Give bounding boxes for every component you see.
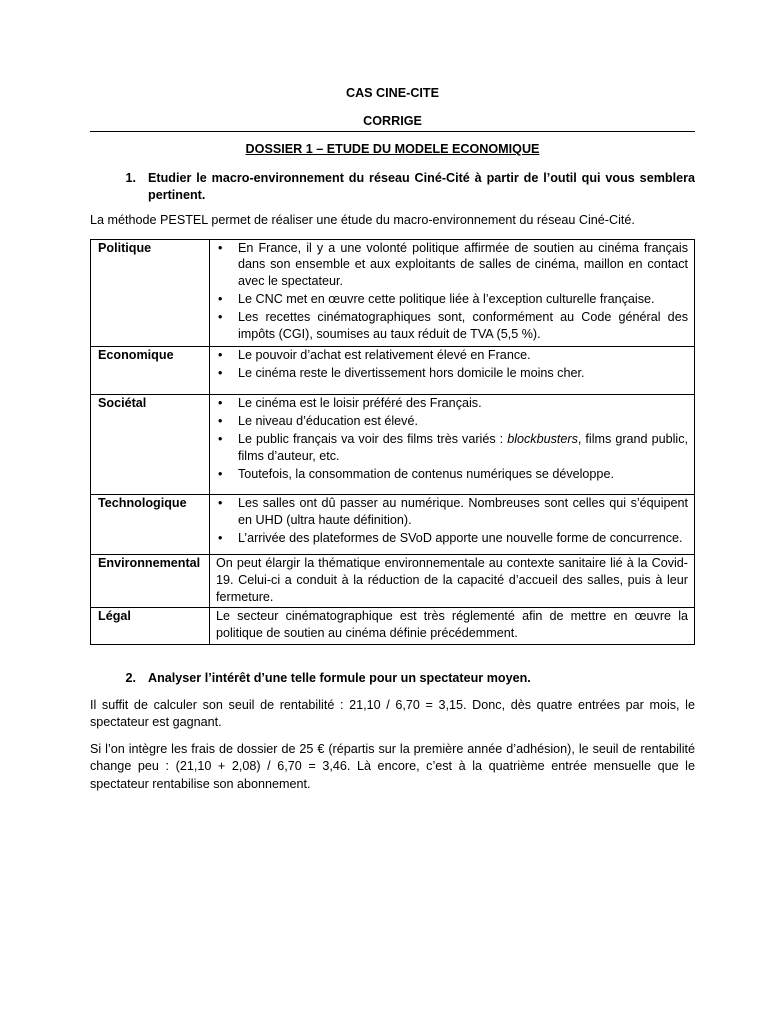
pestel-table <box>90 239 695 645</box>
pestel-row-environnemental <box>91 555 695 608</box>
bullet-icon: • <box>218 432 223 447</box>
pestel-row-politique <box>91 239 695 347</box>
row-label-technologique: Technologique <box>91 495 210 555</box>
row-label-legal: Légal <box>91 608 210 644</box>
document-page <box>90 84 695 793</box>
pestel-intro: La méthode PESTEL permet de réaliser une étude du macro-environnement du réseau Ciné-Cité. <box>90 213 635 227</box>
pestel-row-societal <box>91 394 695 495</box>
bullet-icon: • <box>218 466 223 481</box>
list-item: • Le CNC met en œuvre cette politique liée à l’exception culturelle française. <box>218 292 655 307</box>
row-content-economique <box>210 347 695 394</box>
list-item: • Les salles ont dû passer au numérique. Nombreuses sont celles qui s’équipent en UHD (ultra haute définition). <box>218 496 688 527</box>
list-item: • En France, il y a une volonté politique affirmée de soutien au cinéma français dans son ensemble et aux exploitants de salles de cinéma, maillon en contact avec le spectateur. <box>218 240 688 288</box>
list-item: • L’arrivée des plateformes de SVoD apporte une nouvelle forme de concurrence. <box>218 531 683 546</box>
pestel-row-technologique <box>91 495 695 555</box>
list-item: • Les recettes cinématographiques sont, conformément au Code général des impôts (CGI), soumises au taux réduit de TVA (5,5 %). <box>218 310 688 342</box>
list-item: • Le pouvoir d’achat est relativement élevé en France. <box>218 348 531 363</box>
document-title: CAS CINE-CITE <box>345 86 440 100</box>
bullet-icon: • <box>218 413 223 428</box>
bullet-icon: • <box>218 531 223 546</box>
document-subtitle: CORRIGE <box>363 114 422 128</box>
row-content-environnemental: On peut élargir la thématique environnementale au contexte sanitaire lié à la Covid-19. Celui-ci a conduit à la réduction de la capacité d’accueil des salles, puis à leur fermeture. <box>210 555 695 608</box>
pestel-row-economique <box>91 347 695 394</box>
answer-2-paragraph-2: Si l’on intègre les frais de dossier de 25 € (répartis sur la première année d’adhésion), le seuil de rentabilité change peu : (21,10 + 2,08) / 6,70 = 3,46. Là encore, c’est à la quatrième entrée mensuelle que le spectateur rentabilise son abonnement. <box>90 741 695 791</box>
question-2-number: 2. <box>125 670 136 685</box>
question-1-number: 1. <box>125 171 136 185</box>
list-item: • Le cinéma reste le divertissement hors domicile le moins cher. <box>218 366 585 381</box>
bullet-icon: • <box>218 310 223 325</box>
list-item: • Le public français va voir des films très variés : blockbusters, films grand public, films d’auteur, etc. <box>218 432 688 463</box>
bullet-icon: • <box>218 348 223 363</box>
list-item: • Toutefois, la consommation de contenus numériques se développe. <box>218 466 614 481</box>
question-1 <box>90 170 695 204</box>
row-label-environnemental: Environnemental <box>91 555 210 608</box>
question-2 <box>90 670 695 687</box>
row-content-societal <box>210 394 695 495</box>
row-content-technologique <box>210 495 695 555</box>
question-1-text: Etudier le macro-environnement du réseau Ciné-Cité à partir de l’outil qui vous semblera pertinent. <box>148 171 695 202</box>
row-label-societal: Sociétal <box>91 394 210 495</box>
bullet-icon: • <box>218 395 223 410</box>
bullet-icon: • <box>218 366 223 381</box>
row-content-legal: Le secteur cinématographique est très réglementé afin de mettre en œuvre la politique de soutien au cinéma définie précédemment. <box>210 608 695 644</box>
row-label-economique: Economique <box>91 347 210 394</box>
row-label-politique: Politique <box>91 239 210 347</box>
answer-2-paragraph-1: Il suffit de calculer son seuil de rentabilité : 21,10 / 6,70 = 3,15. Donc, dès quatre entrées par mois, le spectateur est gagnant. <box>90 697 695 730</box>
row-content-politique <box>210 239 695 347</box>
dossier-heading: DOSSIER 1 – ETUDE DU MODELE ECONOMIQUE <box>245 142 540 156</box>
question-2-text: Analyser l’intérêt d’une telle formule pour un spectateur moyen. <box>148 670 531 685</box>
list-item: • Le niveau d’éducation est élevé. <box>218 413 418 428</box>
list-item: • Le cinéma est le loisir préféré des Français. <box>218 395 482 410</box>
title-divider <box>90 131 695 132</box>
pestel-row-legal <box>91 608 695 644</box>
bullet-icon: • <box>218 496 223 511</box>
bullet-icon: • <box>218 292 223 307</box>
bullet-icon: • <box>218 240 223 255</box>
